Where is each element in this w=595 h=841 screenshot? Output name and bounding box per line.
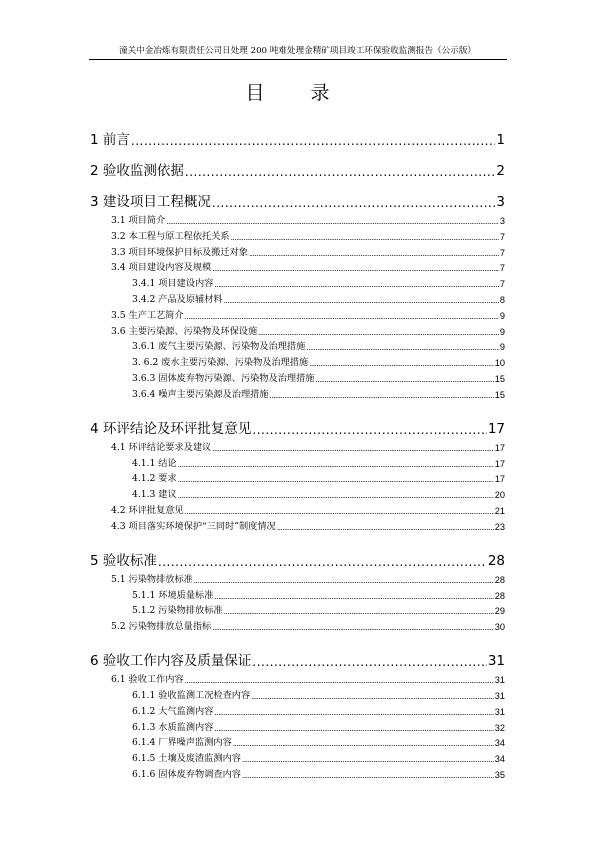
toc-dot-leader: [178, 476, 494, 484]
toc-entry-level2[interactable]: [90, 212, 505, 226]
toc-entry-level2[interactable]: [90, 671, 505, 685]
toc-entry-label: 3 建设项目工程概况: [90, 194, 211, 210]
toc-entry-label: 3.2 本工程与原工程依托关系: [111, 230, 230, 242]
toc-entry-page-number: 28: [494, 590, 505, 601]
toc-entry-level2[interactable]: [90, 439, 505, 453]
toc-dot-leader: [158, 555, 487, 569]
toc-entry-label: 6.1.4 厂界噪声监测内容: [132, 737, 232, 749]
toc-entry-label: 5.2 污染物排放总量指标: [111, 621, 212, 633]
toc-entry-label: 5.1.2 污染物排放标准: [132, 605, 223, 617]
toc-entry-page-number: 7: [499, 263, 505, 274]
toc-dot-leader: [185, 677, 494, 685]
toc-entry-page-number: 31: [494, 706, 505, 717]
toc-entry-label: 3.4 项目建设内容及规模: [111, 262, 212, 274]
toc-entry-page-number: 9: [499, 342, 505, 353]
toc-dot-leader: [185, 165, 496, 179]
toc-entry-level3[interactable]: [90, 587, 505, 601]
toc-dot-leader: [258, 329, 499, 337]
toc-entry-label: 3.1 项目简介: [111, 215, 166, 226]
toc-entry-label: 5 验收标准: [90, 552, 157, 569]
toc-entry-level3[interactable]: [90, 750, 505, 764]
toc-entry-level3[interactable]: [90, 734, 505, 748]
toc-dot-leader: [166, 218, 499, 226]
toc-entry-page-number: 7: [499, 279, 505, 290]
toc-entry-level2[interactable]: [90, 244, 505, 258]
toc-dot-leader: [214, 593, 493, 601]
toc-entry-page-number: 8: [499, 295, 505, 305]
toc-entry-label: 3.4.2 产品及原辅材料: [132, 294, 223, 305]
toc-entry-page-number: 34: [494, 738, 505, 749]
toc-dot-leader: [131, 134, 496, 148]
toc-entry-page-number: 20: [494, 490, 505, 501]
toc-entry-label: 6 验收工作内容及质量保证: [90, 653, 252, 670]
toc-entry-level1[interactable]: [90, 128, 505, 148]
toc-entry-level3[interactable]: [90, 486, 505, 500]
toc-entry-label: 6.1.3 水质监测内容: [132, 721, 214, 733]
toc-entry-label: 5.1.1 环境质量标准: [132, 589, 214, 601]
toc-entry-page-number: 3: [496, 194, 505, 210]
toc-dot-leader: [212, 445, 494, 453]
toc-dot-leader: [178, 461, 494, 469]
toc-entry-label: 3.4.1 项目建设内容: [132, 278, 214, 290]
toc-dot-leader: [185, 313, 499, 321]
toc-dot-leader: [309, 360, 494, 368]
toc-entry-page-number: 35: [494, 770, 505, 780]
toc-entry-label: 5.1 污染物排放标准: [111, 573, 193, 585]
toc-entry-page-number: 10: [494, 358, 505, 369]
toc-entry-level3[interactable]: [90, 338, 505, 352]
header-rule: [89, 59, 507, 60]
toc-dot-leader: [306, 344, 499, 352]
toc-entry-label: 2 验收监测依据: [90, 163, 184, 179]
toc-entry-label: 4.1.2 要求: [132, 473, 177, 485]
toc-entry-label: 6.1.6 固体废弃物调查内容: [132, 769, 241, 780]
toc-entry-level2[interactable]: [90, 571, 505, 585]
toc-entry-page-number: 28: [494, 574, 505, 585]
toc-entry-label: 1 前言: [90, 132, 130, 148]
toc-entry-page-number: 17: [487, 420, 505, 437]
running-header: 潼关中金冶炼有限责任公司日处理 200 吨难处理金精矿项目竣工环保验收监测报告（公示版）: [118, 46, 477, 56]
toc-dot-leader: [242, 756, 494, 764]
toc-entry-page-number: 3: [499, 216, 505, 226]
toc-entry-level3[interactable]: [90, 602, 505, 616]
toc-entry-level3[interactable]: [90, 291, 505, 305]
toc-dot-leader: [212, 624, 494, 632]
toc-entry-level2[interactable]: [90, 618, 505, 632]
toc-entry-label: 6.1.1 验收监测工况检查内容: [132, 690, 251, 701]
toc-entry-label: 3.3 项目环境保护目标及搬迁对象: [111, 246, 248, 258]
toc-entry-label: 3.6.1 废气主要污染源、污染物及治理措施: [132, 341, 306, 353]
toc-dot-leader: [214, 725, 493, 733]
toc-entry-page-number: 21: [494, 506, 505, 516]
toc-dot-leader: [252, 655, 486, 669]
toc-entry-page-number: 31: [494, 675, 505, 686]
toc-entry-level2[interactable]: [90, 518, 505, 532]
toc-entry-level3[interactable]: [90, 766, 505, 780]
toc-entry-level2[interactable]: [90, 228, 505, 242]
toc-entry-level3[interactable]: [90, 455, 505, 469]
toc-entry-level1[interactable]: [90, 649, 505, 669]
toc-entry-level1[interactable]: [90, 190, 505, 210]
toc-entry-level3[interactable]: [90, 470, 505, 484]
toc-entry-level1[interactable]: [90, 159, 505, 179]
toc-entry-label: 3.6.3 固体废弃物污染源、污染物及治理措施: [132, 373, 315, 384]
toc-entry-level3[interactable]: [90, 386, 505, 400]
toc-entry-label: 3.5 生产工艺简介: [111, 309, 184, 321]
toc-entry-label: 3. 6.2 废水主要污染源、污染物及治理措施: [132, 357, 309, 369]
toc-dot-leader: [185, 508, 494, 516]
toc-entry-label: 4.1.1 结论: [132, 457, 177, 469]
toc-entry-page-number: 31: [494, 691, 505, 701]
toc-dot-leader: [270, 392, 494, 400]
toc-entry-page-number: 15: [494, 389, 505, 400]
toc-entry-page-number: 23: [494, 521, 505, 532]
toc-entry-page-number: 17: [494, 474, 505, 485]
toc-dot-leader: [277, 524, 494, 532]
toc-entry-level2[interactable]: [90, 259, 505, 273]
toc-entry-level2[interactable]: [90, 323, 505, 337]
toc-entry-page-number: 34: [494, 754, 505, 765]
toc-dot-leader: [224, 608, 494, 616]
toc-entry-level3[interactable]: [90, 687, 505, 701]
toc-dot-leader: [231, 234, 499, 242]
toc-dot-leader: [249, 250, 499, 258]
toc-entry-page-number: 32: [494, 722, 505, 733]
toc-entry-label: 6.1 验收工作内容: [111, 674, 184, 686]
toc-entry-page-number: 7: [499, 247, 505, 258]
toc-entry-page-number: 7: [499, 231, 505, 242]
toc-entry-level3[interactable]: [90, 719, 505, 733]
toc-entry-label: 4.1 环评结论要求及建议: [111, 441, 212, 453]
toc-entry-label: 3.6 主要污染源、污染物及环保设施: [111, 325, 258, 337]
toc-dot-leader: [233, 740, 494, 748]
toc-entry-label: 4.2 环评批复意见: [111, 505, 184, 516]
toc-entry-page-number: 17: [494, 458, 505, 469]
toc-dot-leader: [214, 281, 498, 289]
toc-entry-page-number: 30: [494, 622, 505, 633]
toc-entry-label: 3.6.4 噪声主要污染源及治理措施: [132, 388, 269, 400]
toc-entry-label: 6.1.5 土壤及废渣监测内容: [132, 753, 241, 765]
toc-entry-level1[interactable]: [90, 417, 505, 437]
toc-entry-label: 4.1.3 建议: [132, 489, 177, 501]
toc-entry-level2[interactable]: [90, 307, 505, 321]
toc-entry-level1[interactable]: [90, 549, 505, 569]
toc-entry-level3[interactable]: [90, 703, 505, 717]
toc-entry-page-number: 1: [496, 132, 505, 148]
toc-entry-label: 6.1.2 大气监测内容: [132, 705, 214, 717]
toc-dot-leader: [242, 772, 494, 780]
toc-entry-page-number: 2: [496, 163, 505, 179]
toc-entry-label: 4 环评结论及环评批复意见: [90, 420, 252, 437]
toc-dot-leader: [315, 376, 493, 384]
toc-entry-page-number: 29: [494, 606, 505, 617]
toc-dot-leader: [178, 492, 494, 500]
toc-dot-leader: [252, 423, 486, 437]
toc-dot-leader: [194, 577, 494, 585]
toc-dot-leader: [212, 196, 496, 210]
toc-entry-page-number: 9: [499, 310, 505, 321]
toc-entry-page-number: 17: [494, 442, 505, 453]
toc-entry-level3[interactable]: [90, 275, 505, 289]
toc-entry-page-number: 9: [499, 326, 505, 337]
toc-entry-page-number: 28: [487, 552, 505, 569]
toc-dot-leader: [214, 709, 493, 717]
toc-dot-leader: [251, 693, 494, 701]
toc-entry-level3[interactable]: [90, 354, 505, 368]
page-title: 目 录: [245, 82, 350, 104]
toc-entry-level3[interactable]: [90, 370, 505, 384]
toc-dot-leader: [212, 265, 499, 273]
toc-entry-level2[interactable]: [90, 502, 505, 516]
toc-entry-page-number: 15: [494, 374, 505, 384]
toc-entry-page-number: 31: [487, 653, 505, 670]
toc-entry-label: 4.3 项目落实环境保护“三同时”制度情况: [111, 520, 276, 532]
toc-dot-leader: [224, 297, 499, 305]
